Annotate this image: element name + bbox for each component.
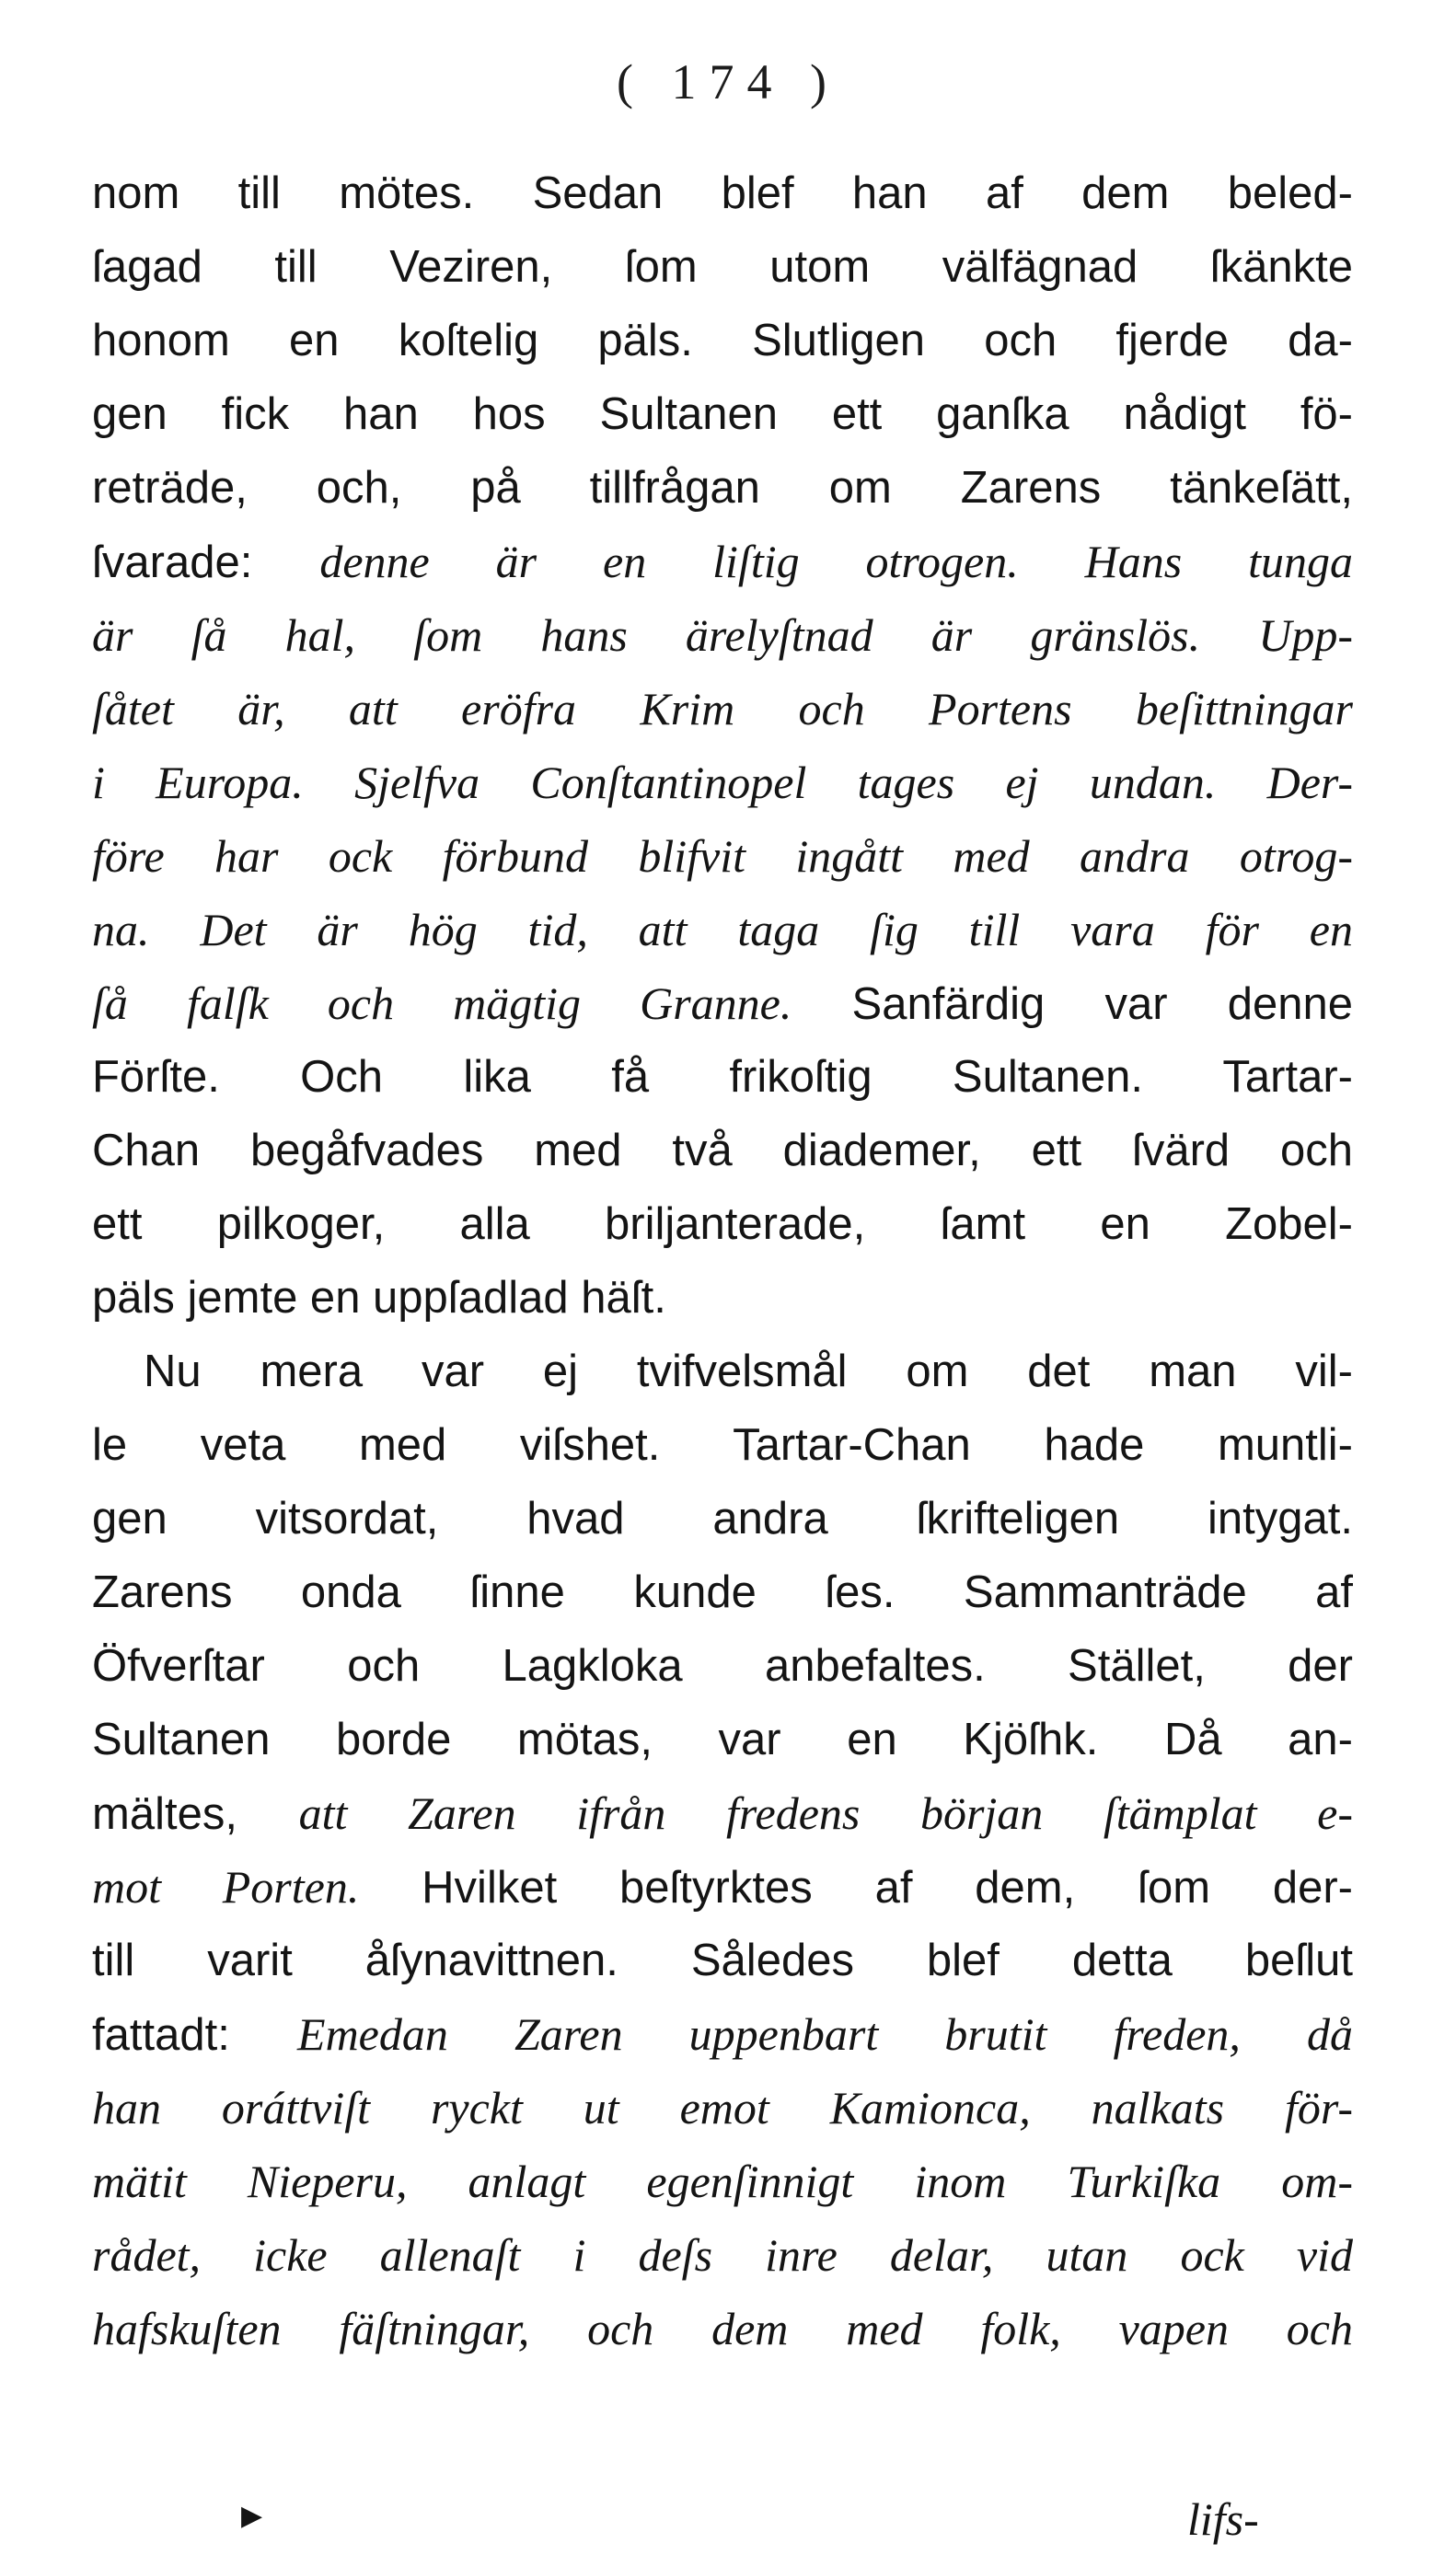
italic-text-run: ſåtet är, att eröfra Krim och Portens beſittningar	[92, 683, 1353, 734]
italic-text-run: mätit Nieperu, anlagt egenſinnigt inom Turkiſka om-	[92, 2156, 1353, 2207]
text-run: Chan begåfvades med två diademer, ett ſvärd och	[92, 1126, 1353, 1175]
text-run: Hvilket beſtyrktes af dem, ſom der-	[359, 1863, 1353, 1913]
text-line	[92, 2071, 1353, 2145]
catchword: lifs-	[1187, 2493, 1259, 2545]
text-line	[92, 2218, 1353, 2292]
text-run: till varit åſynavittnen. Således blef detta beſlut	[92, 1936, 1353, 1985]
text-line	[92, 1261, 1353, 1335]
text-line	[92, 598, 1353, 672]
text-run: mältes,	[92, 1789, 299, 1839]
text-line	[92, 1703, 1353, 1776]
text-line	[92, 1776, 1353, 1850]
italic-text-run: i Europa. Sjelfva Conſtantinopel tages ej undan. Der-	[92, 757, 1353, 808]
text-line	[92, 1924, 1353, 1997]
body-text	[92, 156, 1353, 2365]
text-run: ſagad till Veziren, ſom utom välfägnad ſkänkte	[92, 242, 1353, 292]
text-run: fattadt:	[92, 2010, 298, 2060]
text-run: le veta med viſshet. Tartar-Chan hade muntli-	[92, 1420, 1353, 1470]
text-run: Öfverſtar och Lagkloka anbefaltes. Stället, der	[92, 1641, 1353, 1691]
text-line	[92, 672, 1353, 746]
italic-text-run: denne är en liſtig otrogen. Hans tunga	[319, 536, 1353, 587]
page-number: ( 174 )	[617, 54, 839, 110]
italic-text-run: före har ock förbund blifvit ingått med andra otrog-	[92, 830, 1353, 882]
text-run: reträde, och, på tillfrågan om Zarens tänkeſätt,	[92, 463, 1353, 513]
text-line	[92, 377, 1353, 451]
italic-text-run: ſå falſk och mägtig Granne.	[92, 977, 792, 1029]
italic-text-run: hafskuſten fäſtningar, och dem med folk, vapen och	[92, 2303, 1353, 2354]
text-run: ſvarade:	[92, 538, 320, 587]
text-run: honom en koſtelig päls. Slutligen och fjerde da-	[92, 316, 1353, 365]
text-line	[92, 525, 1353, 598]
italic-text-run: Emedan Zaren uppenbart brutit freden, då	[297, 2008, 1353, 2060]
text-run: päls jemte en uppſadlad häſt.	[92, 1273, 666, 1323]
text-line	[92, 156, 1353, 230]
signature-mark-icon: ▶	[241, 2500, 263, 2532]
text-line	[92, 304, 1353, 377]
text-run: Zarens onda ſinne kunde ſes. Sammanträde af	[92, 1567, 1353, 1617]
text-line	[92, 819, 1353, 893]
text-line	[92, 746, 1353, 819]
text-line	[92, 1482, 1353, 1555]
italic-text-run: han oráttviſt ryckt ut emot Kamionca, nalkats för-	[92, 2082, 1353, 2133]
text-line	[92, 1187, 1353, 1261]
text-run: nom till mötes. Sedan blef han af dem beled-	[92, 168, 1353, 218]
text-run: Nu mera var ej tvifvelsmål om det man vil-	[144, 1347, 1353, 1396]
text-run: gen vitsordat, hvad andra ſkrifteligen intygat.	[92, 1494, 1353, 1544]
text-line	[92, 1555, 1353, 1629]
text-line	[92, 230, 1353, 304]
text-line	[92, 966, 1353, 1040]
text-line	[92, 1335, 1353, 1408]
text-line	[92, 1850, 1353, 1924]
text-run: ett pilkoger, alla briljanterade, ſamt en Zobel-	[92, 1199, 1353, 1249]
text-line	[92, 451, 1353, 525]
text-line	[92, 1040, 1353, 1114]
text-line	[92, 2145, 1353, 2218]
text-run: gen fick han hos Sultanen ett ganſka nådigt fö-	[92, 389, 1353, 439]
text-line	[92, 1408, 1353, 1482]
text-line	[92, 1629, 1353, 1703]
italic-text-run: na. Det är hög tid, att taga ſig till vara för en	[92, 904, 1353, 955]
text-run: Sultanen borde mötas, var en Kjöſhk. Då an-	[92, 1715, 1353, 1764]
text-line	[92, 1114, 1353, 1187]
text-run: Förſte. Och lika få frikoſtig Sultanen. Tartar-	[92, 1052, 1353, 1102]
page-footer	[92, 2492, 1353, 2557]
italic-text-run: att Zaren ifrån fredens början ſtämplat e-	[298, 1787, 1353, 1839]
italic-text-run: är ſå hal, ſom hans ärelyſtnad är gränslös. Upp-	[92, 609, 1353, 661]
italic-text-run: mot Porten.	[92, 1861, 360, 1913]
text-line	[92, 893, 1353, 966]
text-line	[92, 2292, 1353, 2365]
italic-text-run: rådet, icke allenaſt i deſs inre delar, utan ock vid	[92, 2229, 1353, 2281]
text-line	[92, 1997, 1353, 2071]
text-run: Sanfärdig var denne	[792, 979, 1353, 1029]
